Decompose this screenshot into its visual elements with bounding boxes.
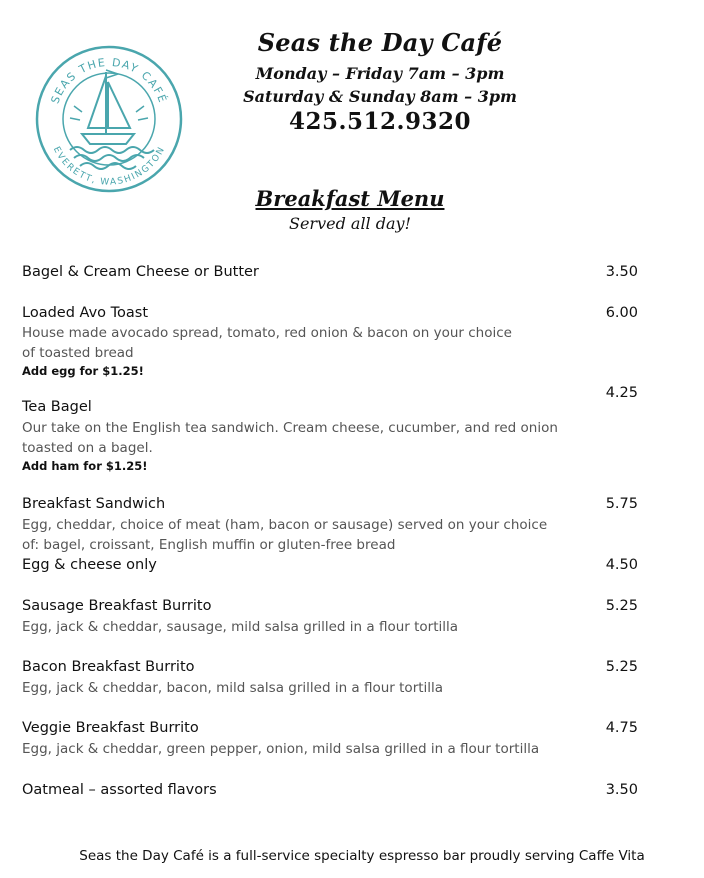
- menu-item-description: House made avocado spread, tomato, red onion & bacon on your choice of toasted bread: [22, 325, 512, 361]
- menu-item-name: Veggie Breakfast Burrito: [22, 720, 199, 736]
- menu-item-name: Sausage Breakfast Burrito: [22, 598, 212, 614]
- menu-item-price: 5.25: [605, 598, 638, 614]
- menu-item-price: 4.25: [605, 385, 638, 401]
- menu-subtitle: Served all day!: [288, 214, 412, 233]
- menu-item-price: 3.50: [605, 264, 638, 280]
- cafe-name: Seas the Day Café: [257, 28, 503, 57]
- menu-item-description: Egg, cheddar, choice of meat (ham, bacon or sausage) served on your choice of: bagel, croissant, English muffin or gluten-free bread: [22, 517, 548, 553]
- menu-item-description: Our take on the English tea sandwich. Cream cheese, cucumber, and red onion toasted on a bagel.: [22, 420, 558, 456]
- menu-title: Breakfast Menu: [255, 186, 445, 211]
- menu-item-price: 4.75: [605, 720, 638, 736]
- menu-item-name: Bacon Breakfast Burrito: [22, 659, 195, 675]
- menu-item-description: Egg, jack & cheddar, bacon, mild salsa grilled in a flour tortilla: [22, 680, 444, 696]
- menu-item-option: Egg & cheese only: [22, 557, 157, 573]
- footer-note: Seas the Day Café is a full-service specialty espresso bar proudly serving Caffe Vita: [79, 848, 645, 864]
- menu-item-name: Bagel & Cream Cheese or Butter: [22, 264, 259, 280]
- menu-item-name: Loaded Avo Toast: [22, 305, 149, 321]
- menu-item-price: 5.75: [605, 496, 638, 512]
- logo-bottom-text: EVERETT, WASHINGTON: [50, 145, 168, 188]
- menu-item-option-price: 4.50: [605, 557, 638, 573]
- menu-item-addon: Add ham for $1.25!: [22, 459, 148, 473]
- phone-number: 425.512.9320: [288, 108, 472, 135]
- menu-item-price: 5.25: [605, 659, 638, 675]
- menu-item-description: Egg, jack & cheddar, sausage, mild salsa grilled in a flour tortilla: [22, 619, 459, 635]
- menu-item-description: Egg, jack & cheddar, green pepper, onion, mild salsa grilled in a flour tortilla: [22, 741, 540, 757]
- menu-item-price: 3.50: [605, 782, 638, 798]
- menu-item-price: 6.00: [605, 305, 638, 321]
- menu-item-name: Tea Bagel: [22, 399, 92, 415]
- hours-weekend: Saturday & Sunday 8am – 3pm: [243, 87, 517, 106]
- menu-item-name: Oatmeal – assorted flavors: [22, 782, 217, 798]
- cafe-logo: [34, 44, 184, 194]
- logo-top-text: SEAS THE DAY CAFÉ: [48, 55, 170, 106]
- hours-weekday: Monday – Friday 7am – 3pm: [255, 64, 505, 83]
- menu-item-name: Breakfast Sandwich: [22, 496, 166, 512]
- menu-item-addon: Add egg for $1.25!: [22, 364, 144, 378]
